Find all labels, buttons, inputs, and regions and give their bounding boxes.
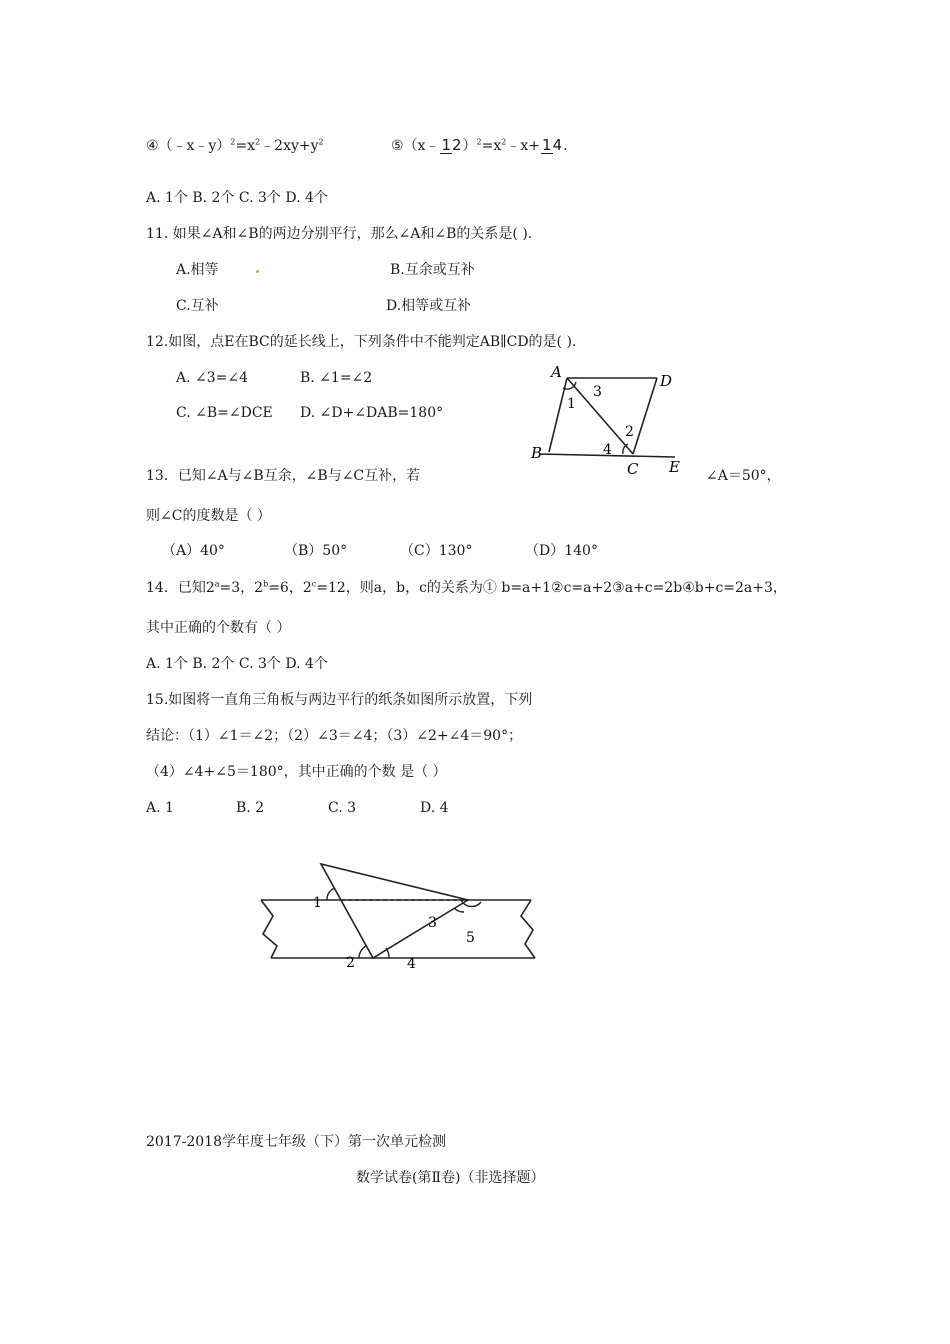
q11-stem: 11. 如果∠A和∠B的两边分别平行，那么∠A和∠B的关系是( ). <box>146 226 533 242</box>
fraction-one-quarter: 14 <box>542 136 563 154</box>
q13-option-c: （C）130° <box>400 543 473 559</box>
q12-parallelogram-figure <box>525 362 705 480</box>
fraction-one-half: 12 <box>441 136 462 154</box>
q14-stem2: 其中正确的个数有（ ） <box>146 620 291 636</box>
stray-mark <box>256 270 259 273</box>
label-D: D <box>660 372 673 390</box>
label-1: 1 <box>313 895 322 911</box>
label-2: 2 <box>625 424 634 440</box>
label-A: A <box>551 363 562 381</box>
label-5: 5 <box>466 930 475 946</box>
label-4: 4 <box>407 956 416 972</box>
q13-option-b: （B）50° <box>284 543 348 559</box>
q15-stem: 15.如图将一直角三角板与两边平行的纸条如图所示放置，下列 <box>146 692 533 708</box>
q12-option-a: A. ∠3=∠4 <box>176 370 249 386</box>
q12-option-d: D. ∠D+∠DAB=180° <box>300 405 444 421</box>
q14-options: A. 1个 B. 2个 C. 3个 D. 4个 <box>146 656 328 672</box>
label-E: E <box>669 458 680 476</box>
label-2: 2 <box>346 955 355 971</box>
q13-stem2: 则∠C的度数是（ ） <box>146 508 271 524</box>
q13-stem: 13．已知∠A与∠B互余，∠B与∠C互补，若 <box>146 468 421 484</box>
q15-option-d: D. 4 <box>420 800 449 816</box>
q13-option-d: （D）140° <box>525 543 598 559</box>
q15-option-c: C. 3 <box>328 800 357 816</box>
q15-triangle-strip-figure <box>255 858 540 973</box>
q10-item4: $④(﹣x﹣y)^2=x^2﹣2xy+y^2$ <box>146 137 324 154</box>
q12-option-c: C. ∠B=∠DCE <box>176 405 273 421</box>
exam-title: 2017-2018学年度七年级（下）第一次单元检测 <box>146 1134 446 1150</box>
q11-option-c: C.互补 <box>176 298 219 314</box>
q13-option-a: （A）40° <box>162 543 225 559</box>
exam-subtitle: 数学试卷(第Ⅱ卷)（非选择题） <box>356 1170 545 1186</box>
q11-option-a: A.相等 <box>176 262 219 278</box>
label-C: C <box>627 460 639 478</box>
q14-stem: 14．已知$2^a=3$，$2^b=6$，$2^c=12$，则a，b，c的关系为① b=a+1②c=a+2③a+c=2b④b+c=2a+3， <box>146 579 787 596</box>
label-3: 3 <box>428 915 437 931</box>
label-1: 1 <box>567 396 576 412</box>
q15-option-b: B. 2 <box>236 800 265 816</box>
q12-option-b: B. ∠1=∠2 <box>300 370 373 386</box>
q12-stem: 12.如图，点E在BC的延长线上，下列条件中不能判定AB∥CD的是( ). <box>146 334 577 350</box>
q15-stem3: （4）∠4+∠5＝180°，其中正确的个数 是（ ） <box>146 764 447 780</box>
label-B: B <box>531 444 543 462</box>
label-3: 3 <box>593 384 602 400</box>
label-4: 4 <box>603 442 612 458</box>
q15-stem2: 结论：（1）∠1＝∠2；（2）∠3＝∠4；（3）∠2+∠4＝90°； <box>146 728 523 744</box>
q10-options: A. 1个 B. 2个 C. 3个 D. 4个 <box>146 190 328 206</box>
q15-option-a: A. 1 <box>146 800 174 816</box>
q11-option-b: B.互余或互补 <box>390 262 475 278</box>
q10-item5: ⑤（x﹣ $12)^2=x^2﹣x+ 14$. <box>391 136 568 154</box>
q13-stem-end: ∠A＝50°， <box>706 468 781 484</box>
q11-option-d: D.相等或互补 <box>386 298 472 314</box>
